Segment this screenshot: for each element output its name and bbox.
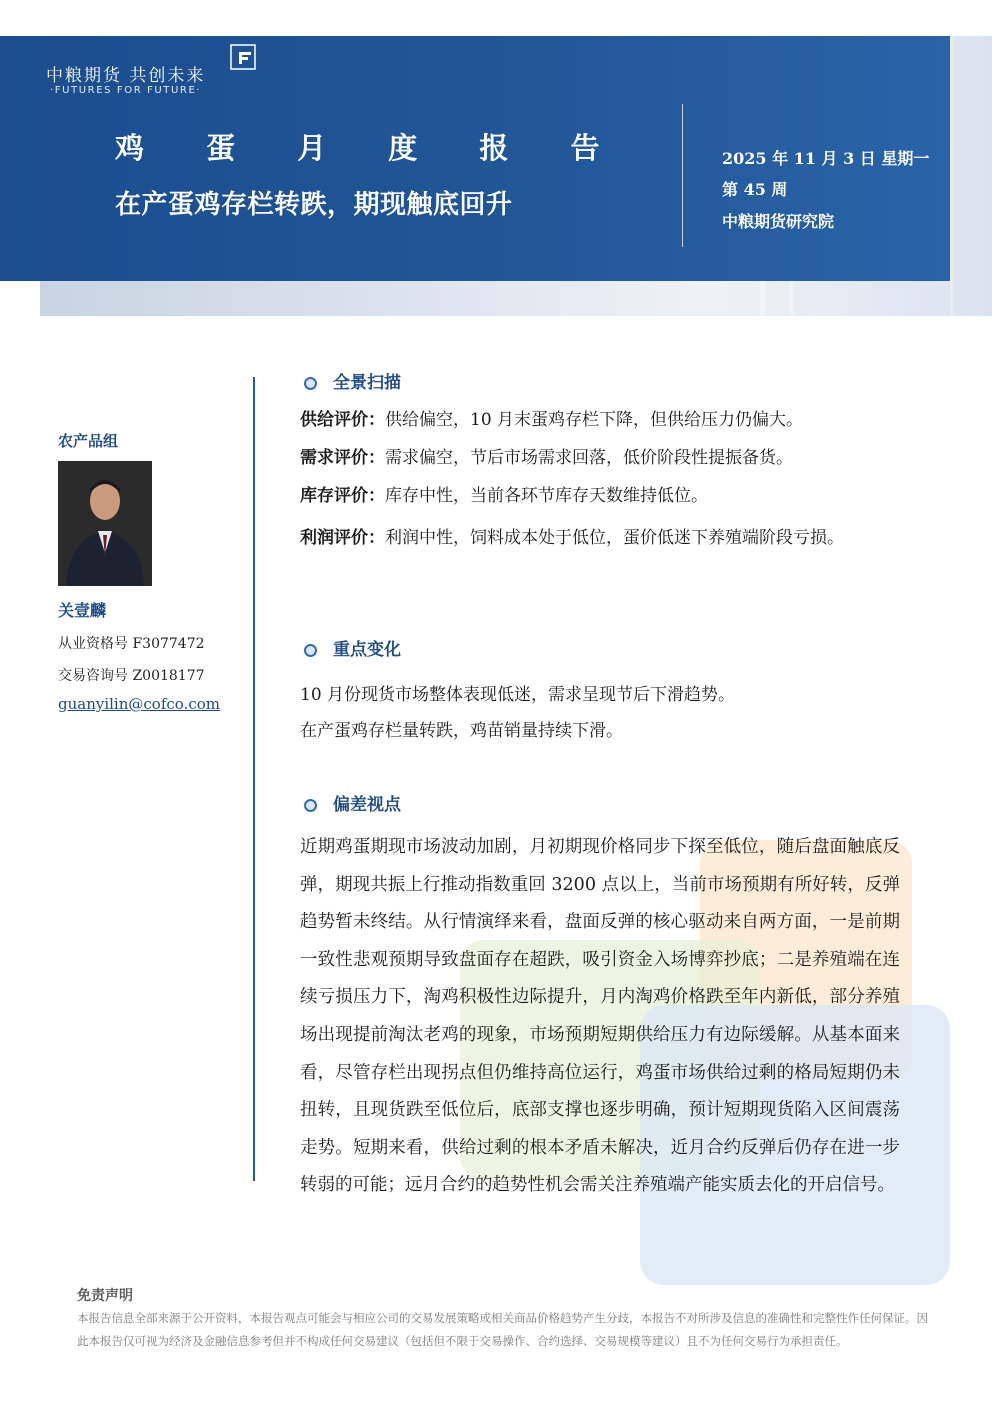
profit-evaluation [300,521,900,555]
disclaimer-title: 免责声明 [77,1288,133,1304]
author-name: 关壹麟 [58,601,107,620]
report-date: 2025 年 11 月 3 日 星期一 [722,149,930,168]
header-decoration [950,36,953,316]
author-portrait-icon [58,461,152,586]
logo-icon [230,44,256,70]
section-heading-changes [300,635,401,660]
supply-evaluation [300,407,910,433]
section-heading-text: 偏差视点 [333,795,401,815]
disclaimer-text: 本报告信息全部来源于公开资料，本报告观点可能会与相应公司的交易发展策略或相关商品价格趋势产生分歧，本报告不对所涉及信息的准确性和完整性作任何保证。因此本报告仅可视为经济及金融信息参考但并不构成任何交易建议（包括但不限于交易操作、合约选择、交易规模等建议）且不为任何交易行为承担责任。 [77,1311,928,1348]
header-banner [0,36,950,281]
logo-tagline: ·FUTURES FOR FUTURE· [50,85,202,96]
logo-text: 中粮期货 共创未来 [46,66,206,86]
group-name: 农产品组 [58,432,119,450]
section-heading-deviation [300,790,401,815]
content-divider [253,377,255,1181]
header-divider [682,104,683,247]
section-heading-text: 全景扫描 [333,373,401,393]
change-line: 10 月份现货市场整体表现低迷，需求呈现节后下滑趋势。 [300,685,736,705]
change-line: 在产蛋鸡存栏量转跌，鸡苗销量持续下滑。 [300,721,623,741]
eval-text: 需求偏空，节后市场需求回落，低价阶段性提振备货。 [385,448,793,468]
eval-text: 库存中性，当前各环节库存天数维持低位。 [385,486,708,506]
author-email-link[interactable]: guanyilin@cofco.com [58,695,220,713]
bullet-icon [304,799,317,812]
demand-evaluation [300,445,910,471]
report-week: 第 45 周 [722,180,788,199]
institute-name: 中粮期货研究院 [722,212,835,231]
bullet-icon [304,377,317,390]
eval-text: 供给偏空，10 月末蛋鸡存栏下降，但供给压力仍偏大。 [385,410,804,430]
report-title: 鸡 蛋 月 度 报 告 [115,131,626,165]
qualification-number: 从业资格号 F3077472 [58,636,205,652]
deviation-paragraph: 近期鸡蛋期现市场波动加剧，月初期现价格同步下探至低位，随后盘面触底反弹，期现共振上行推动指数重回 3200 点以上，当前市场预期有所好转，反弹趋势暂未终结。从行情演绎来看，盘面反弹的核心驱动来自两方面，一是前期一致性悲观预期导致盘面存在超跌，吸引资金入场博弈抄底；二是养殖端在连续亏损压力下，淘鸡积极性边际提升，月内淘鸡价格跌至年内新低，部分养殖场出现提前淘汰老鸡的现象，市场预期短期供给压力有边际缓解。从基本面来看，尽管存栏出现拐点但仍维持高位运行，鸡蛋市场供给过剩的格局短期仍未扭转，且现货跌至低位后，底部支撑也逐步明确，预计短期现货陷入区间震荡走势。短期来看，供给过剩的根本矛盾未解决，近月合约反弹后仍存在进一步转弱的可能；远月合约的趋势性机会需关注养殖端产能实质去化的开启信号。 [300,837,900,1196]
section-heading-overview [300,368,401,393]
consulting-number: 交易咨询号 Z0018177 [58,668,205,684]
eval-label: 利润评价： [300,528,385,548]
eval-label: 需求评价： [300,448,385,468]
eval-text: 利润中性，饲料成本处于低位，蛋价低迷下养殖端阶段亏损。 [385,528,844,548]
key-changes [300,677,910,749]
inventory-evaluation [300,483,910,509]
eval-label: 库存评价： [300,486,385,506]
report-subtitle: 在产蛋鸡存栏转跌，期现触底回升 [115,190,513,220]
author-photo [58,461,152,586]
author-panel [58,430,238,713]
bullet-icon [304,644,317,657]
eval-label: 供给评价： [300,410,385,430]
section-heading-text: 重点变化 [333,640,401,660]
